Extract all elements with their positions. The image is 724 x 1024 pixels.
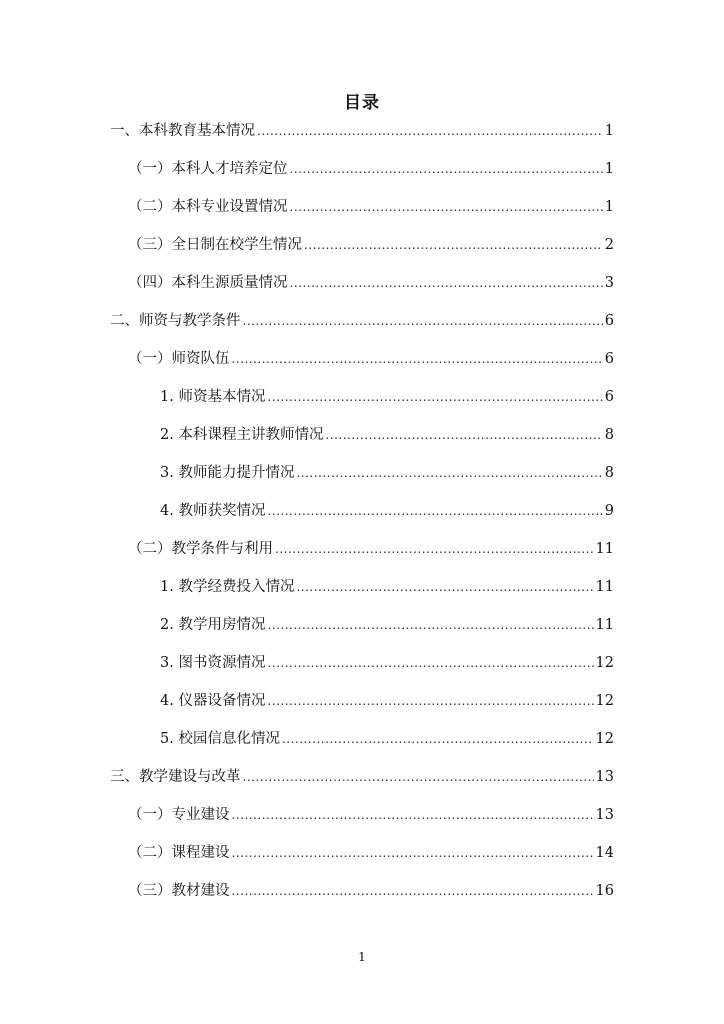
toc-entry-text: 4. 教师获奖情况 bbox=[160, 503, 266, 519]
page-number: 1 bbox=[358, 950, 366, 964]
toc-leader-dots bbox=[290, 196, 603, 218]
toc-entry-page: 11 bbox=[595, 541, 614, 557]
toc-entry[interactable] bbox=[160, 576, 614, 598]
toc-entry[interactable] bbox=[128, 348, 614, 370]
toc-entry-text: 1. 师资基本情况 bbox=[160, 389, 266, 405]
toc-entry-page: 9 bbox=[604, 503, 614, 519]
toc-entry-page: 1 bbox=[604, 123, 614, 139]
toc-entry-page: 6 bbox=[604, 389, 614, 405]
toc-entry-page: 6 bbox=[604, 351, 614, 367]
toc-entry[interactable] bbox=[110, 120, 614, 142]
toc-entry-text: 4. 仪器设备情况 bbox=[160, 693, 266, 709]
toc-leader-dots bbox=[296, 462, 602, 484]
toc-entry[interactable] bbox=[160, 652, 614, 674]
toc-entry-page: 13 bbox=[595, 769, 614, 785]
toc-leader-dots bbox=[275, 538, 594, 560]
toc-entry-text: （二）课程建设 bbox=[128, 845, 230, 861]
toc-entry-page: 13 bbox=[595, 807, 614, 823]
toc-entry-text: 3. 图书资源情况 bbox=[160, 655, 266, 671]
toc-leader-dots bbox=[232, 348, 603, 370]
toc-entry[interactable] bbox=[128, 804, 614, 826]
toc-entry[interactable] bbox=[110, 766, 614, 788]
toc-leader-dots bbox=[290, 272, 603, 294]
toc-entry-text: 5. 校园信息化情况 bbox=[160, 731, 280, 747]
toc-leader-dots bbox=[267, 690, 593, 712]
toc-entry[interactable] bbox=[160, 462, 614, 484]
toc-entry-page: 12 bbox=[595, 693, 614, 709]
toc-leader-dots bbox=[243, 310, 603, 332]
toc-leader-dots bbox=[267, 652, 593, 674]
toc-leader-dots bbox=[232, 804, 594, 826]
toc-entry-text: 3. 教师能力提升情况 bbox=[160, 465, 295, 481]
toc-leader-dots bbox=[296, 576, 593, 598]
toc-entry-text: （一）专业建设 bbox=[128, 807, 230, 823]
toc-entry[interactable] bbox=[128, 158, 614, 180]
toc-entry-page: 12 bbox=[595, 731, 614, 747]
toc-entry[interactable] bbox=[128, 538, 614, 560]
toc-entry-page: 1 bbox=[604, 161, 614, 177]
toc-entry-text: （二）本科专业设置情况 bbox=[128, 199, 288, 215]
toc-leader-dots bbox=[243, 766, 594, 788]
toc-entry[interactable] bbox=[160, 424, 614, 446]
toc-entry-text: （三）教材建设 bbox=[128, 883, 230, 899]
toc-entry-text: 一、本科教育基本情况 bbox=[110, 123, 255, 139]
toc-entry-page: 6 bbox=[604, 313, 614, 329]
toc-entry[interactable] bbox=[160, 500, 614, 522]
toc-entry-text: 1. 教学经费投入情况 bbox=[160, 579, 295, 595]
toc-entry-page: 8 bbox=[604, 427, 614, 443]
toc-leader-dots bbox=[257, 120, 603, 142]
toc-entry-page: 12 bbox=[595, 655, 614, 671]
toc-entry-text: （一）师资队伍 bbox=[128, 351, 230, 367]
toc-leader-dots bbox=[282, 728, 594, 750]
toc-entry-page: 14 bbox=[595, 845, 614, 861]
toc-entry-page: 3 bbox=[604, 275, 614, 291]
toc-entry-page: 16 bbox=[595, 883, 614, 899]
toc-entry-text: （三）全日制在校学生情况 bbox=[128, 237, 302, 253]
toc-entry-text: 2. 教学用房情况 bbox=[160, 617, 266, 633]
toc-entry-page: 11 bbox=[595, 617, 614, 633]
toc-entry[interactable] bbox=[128, 272, 614, 294]
toc-entry-page: 1 bbox=[604, 199, 614, 215]
toc-entry-text: 二、师资与教学条件 bbox=[110, 313, 241, 329]
toc-entry-text: 三、教学建设与改革 bbox=[110, 769, 241, 785]
toc-title: 目录 bbox=[344, 93, 380, 113]
toc-entry-page: 8 bbox=[604, 465, 614, 481]
toc-entry-page: 11 bbox=[595, 579, 614, 595]
toc-entry[interactable] bbox=[128, 842, 614, 864]
toc-entry[interactable] bbox=[160, 690, 614, 712]
toc-entry[interactable] bbox=[160, 614, 614, 636]
toc-leader-dots bbox=[267, 614, 593, 636]
toc-entry[interactable] bbox=[160, 728, 614, 750]
toc-entry[interactable] bbox=[128, 880, 614, 902]
toc-leader-dots bbox=[325, 424, 602, 446]
toc-leader-dots bbox=[232, 842, 594, 864]
toc-leader-dots bbox=[267, 386, 602, 408]
toc-entry[interactable] bbox=[110, 310, 614, 332]
toc-entry[interactable] bbox=[128, 234, 614, 256]
toc-leader-dots bbox=[267, 500, 602, 522]
toc-entry[interactable] bbox=[160, 386, 614, 408]
toc-entry-text: （二）教学条件与利用 bbox=[128, 541, 273, 557]
toc-entry-page: 2 bbox=[604, 237, 614, 253]
toc-leader-dots bbox=[232, 880, 594, 902]
toc-entry-text: （四）本科生源质量情况 bbox=[128, 275, 288, 291]
toc-entry-text: （一）本科人才培养定位 bbox=[128, 161, 288, 177]
toc-entry[interactable] bbox=[128, 196, 614, 218]
toc-leader-dots bbox=[304, 234, 603, 256]
toc-entry-text: 2. 本科课程主讲教师情况 bbox=[160, 427, 324, 443]
toc-leader-dots bbox=[290, 158, 603, 180]
